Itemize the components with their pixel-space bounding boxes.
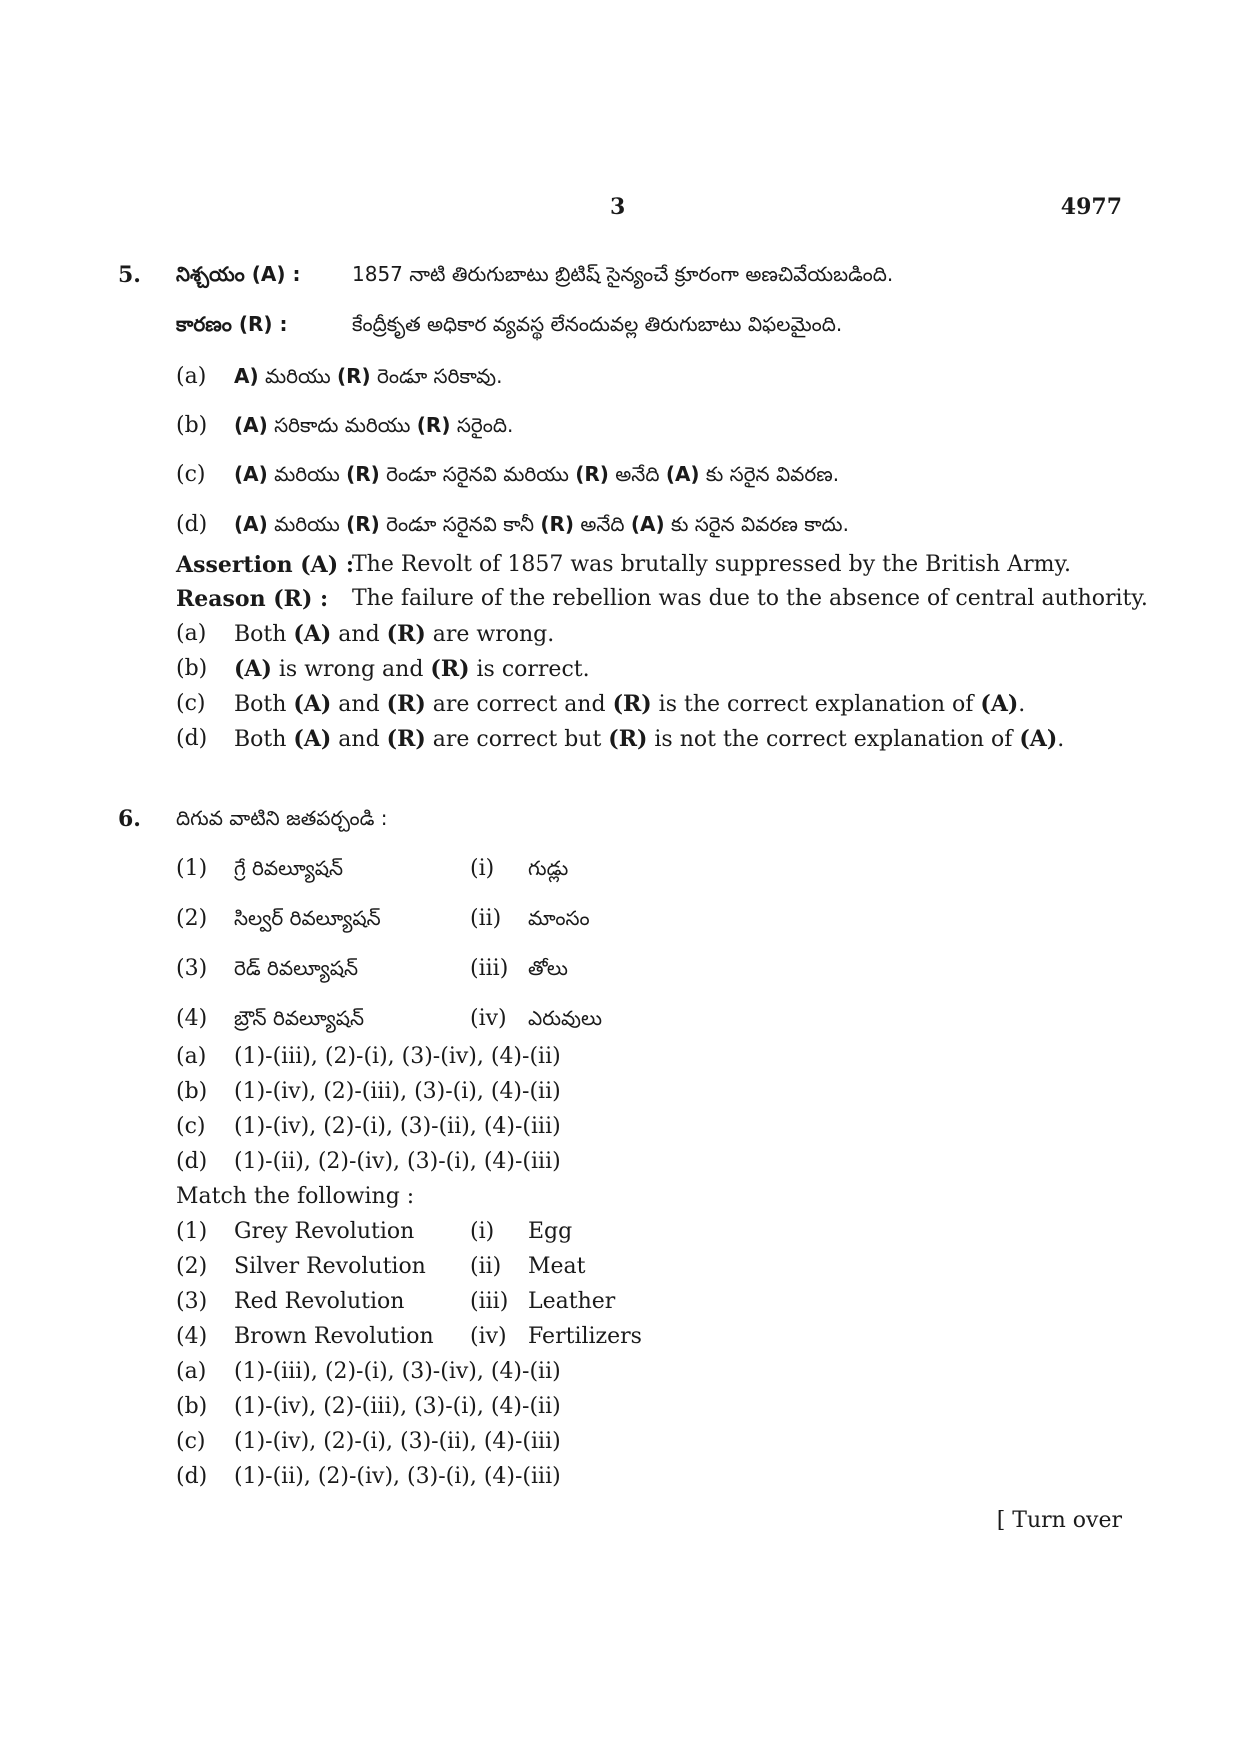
q6-te-pair-1-num: (1) bbox=[176, 856, 208, 881]
q5-te-option-d-label: (d) bbox=[176, 512, 208, 537]
q6-en-pair-1-right: Egg bbox=[528, 1219, 573, 1244]
q6-te-option-d-label: (d) bbox=[176, 1149, 208, 1174]
q6-en-pair-3-left: Red Revolution bbox=[234, 1289, 405, 1314]
q6-en-pair-2-roman: (ii) bbox=[470, 1254, 502, 1279]
q6-en-pair-3-num: (3) bbox=[176, 1289, 208, 1314]
q6-te-pair-4-left: బ్రౌన్ రివల్యూషన్ bbox=[234, 1006, 365, 1030]
question-6-number: 6. bbox=[118, 806, 141, 832]
q6-en-option-a-label: (a) bbox=[176, 1359, 207, 1384]
q6-te-pair-3-num: (3) bbox=[176, 956, 208, 981]
q5-te-option-a-label: (a) bbox=[176, 364, 207, 389]
q5-te-option-c: (A) మరియు (R) రెండూ సరైనవి మరియు (R) అనేది (A) కు సరైన వివరణ. bbox=[234, 462, 840, 486]
q6-te-option-a-label: (a) bbox=[176, 1044, 207, 1069]
q6-en-stem: Match the following : bbox=[176, 1184, 415, 1209]
q5-te-reason-text: కేంద్రీకృత అధికార వ్యవస్థ లేనందువల్ల తిరుగుబాటు విఫలమైంది. bbox=[352, 312, 843, 336]
q6-en-option-b: (1)-(iv), (2)-(iii), (3)-(i), (4)-(ii) bbox=[234, 1394, 561, 1419]
q6-te-pair-3-roman: (iii) bbox=[470, 956, 509, 981]
q6-te-pair-3-left: రెడ్ రివల్యూషన్ bbox=[234, 956, 359, 980]
q5-te-option-c-label: (c) bbox=[176, 462, 206, 487]
q5-te-assertion-label: నిశ్చయం (A) : bbox=[176, 262, 301, 286]
page-number: 3 bbox=[610, 194, 626, 220]
q6-en-option-a: (1)-(iii), (2)-(i), (3)-(iv), (4)-(ii) bbox=[234, 1359, 561, 1384]
q6-te-pair-3-right: తోలు bbox=[528, 956, 568, 980]
q6-te-pair-1-roman: (i) bbox=[470, 856, 495, 881]
q6-te-option-d: (1)-(ii), (2)-(iv), (3)-(i), (4)-(iii) bbox=[234, 1149, 561, 1174]
q6-en-option-c-label: (c) bbox=[176, 1429, 206, 1454]
q5-te-option-a: A) మరియు (R) రెండూ సరికావు. bbox=[234, 364, 503, 388]
q5-te-option-b: (A) సరికాదు మరియు (R) సరైంది. bbox=[234, 413, 514, 437]
q5-en-option-d-label: (d) bbox=[176, 726, 208, 751]
q5-en-option-d: Both (A) and (R) are correct but (R) is not the correct explanation of (A). bbox=[234, 726, 1065, 752]
q6-en-pair-3-roman: (iii) bbox=[470, 1289, 509, 1314]
q6-te-pair-2-right: మాంసం bbox=[528, 906, 590, 930]
q6-te-pair-4-right: ఎరువులు bbox=[528, 1006, 603, 1030]
q6-te-pair-2-roman: (ii) bbox=[470, 906, 502, 931]
q6-en-pair-3-right: Leather bbox=[528, 1289, 616, 1314]
q6-te-pair-2-num: (2) bbox=[176, 906, 208, 931]
q5-en-reason-text: The failure of the rebellion was due to the absence of central authority. bbox=[352, 586, 1148, 611]
q5-en-option-a: Both (A) and (R) are wrong. bbox=[234, 621, 555, 647]
q6-en-pair-1-num: (1) bbox=[176, 1219, 208, 1244]
q6-te-option-c-label: (c) bbox=[176, 1114, 206, 1139]
q5-en-option-b: (A) is wrong and (R) is correct. bbox=[234, 656, 590, 682]
q6-te-stem: దిగువ వాటిని జతపర్చండి : bbox=[176, 806, 388, 830]
q6-en-option-c: (1)-(iv), (2)-(i), (3)-(ii), (4)-(iii) bbox=[234, 1429, 561, 1454]
q5-te-option-d: (A) మరియు (R) రెండూ సరైనవి కానీ (R) అనేది (A) కు సరైన వివరణ కాదు. bbox=[234, 512, 849, 536]
q6-en-pair-1-left: Grey Revolution bbox=[234, 1219, 415, 1244]
q6-en-pair-4-num: (4) bbox=[176, 1324, 208, 1349]
question-5-number: 5. bbox=[118, 262, 141, 288]
q6-en-option-d: (1)-(ii), (2)-(iv), (3)-(i), (4)-(iii) bbox=[234, 1464, 561, 1489]
q6-te-pair-1-left: గ్రే రివల్యూషన్ bbox=[234, 856, 344, 880]
q6-te-pair-1-right: గుడ్లు bbox=[528, 856, 569, 880]
q5-te-option-b-label: (b) bbox=[176, 413, 208, 438]
q6-te-option-b-label: (b) bbox=[176, 1079, 208, 1104]
q6-en-pair-2-num: (2) bbox=[176, 1254, 208, 1279]
q6-te-option-c: (1)-(iv), (2)-(i), (3)-(ii), (4)-(iii) bbox=[234, 1114, 561, 1139]
q5-en-option-b-label: (b) bbox=[176, 656, 208, 681]
turn-over-note: [ Turn over bbox=[996, 1508, 1122, 1533]
q6-te-pair-2-left: సిల్వర్ రివల్యూషన్ bbox=[234, 906, 381, 930]
q6-en-pair-4-left: Brown Revolution bbox=[234, 1324, 434, 1349]
q5-en-option-a-label: (a) bbox=[176, 621, 207, 646]
q6-en-pair-1-roman: (i) bbox=[470, 1219, 495, 1244]
q5-en-assertion-label: Assertion (A) : bbox=[176, 552, 354, 578]
q5-te-reason-label: కారణం (R) : bbox=[176, 312, 288, 336]
q6-en-option-b-label: (b) bbox=[176, 1394, 208, 1419]
q6-te-pair-4-num: (4) bbox=[176, 1006, 208, 1031]
q6-te-pair-4-roman: (iv) bbox=[470, 1006, 507, 1031]
q6-en-option-d-label: (d) bbox=[176, 1464, 208, 1489]
q6-te-option-b: (1)-(iv), (2)-(iii), (3)-(i), (4)-(ii) bbox=[234, 1079, 561, 1104]
q5-en-option-c: Both (A) and (R) are correct and (R) is the correct explanation of (A). bbox=[234, 691, 1026, 717]
q5-en-assertion-text: The Revolt of 1857 was brutally suppressed by the British Army. bbox=[352, 552, 1071, 577]
q6-en-pair-4-right: Fertilizers bbox=[528, 1324, 642, 1349]
q6-en-pair-4-roman: (iv) bbox=[470, 1324, 507, 1349]
q5-te-assertion-text: 1857 నాటి తిరుగుబాటు బ్రిటిష్ సైన్యంచే క్రూరంగా అణచివేయబడింది. bbox=[352, 262, 894, 286]
q6-te-option-a: (1)-(iii), (2)-(i), (3)-(iv), (4)-(ii) bbox=[234, 1044, 561, 1069]
q5-en-option-c-label: (c) bbox=[176, 691, 206, 716]
q6-en-pair-2-left: Silver Revolution bbox=[234, 1254, 426, 1279]
q6-en-pair-2-right: Meat bbox=[528, 1254, 586, 1279]
paper-code: 4977 bbox=[1060, 194, 1122, 220]
q5-en-reason-label: Reason (R) : bbox=[176, 586, 329, 612]
